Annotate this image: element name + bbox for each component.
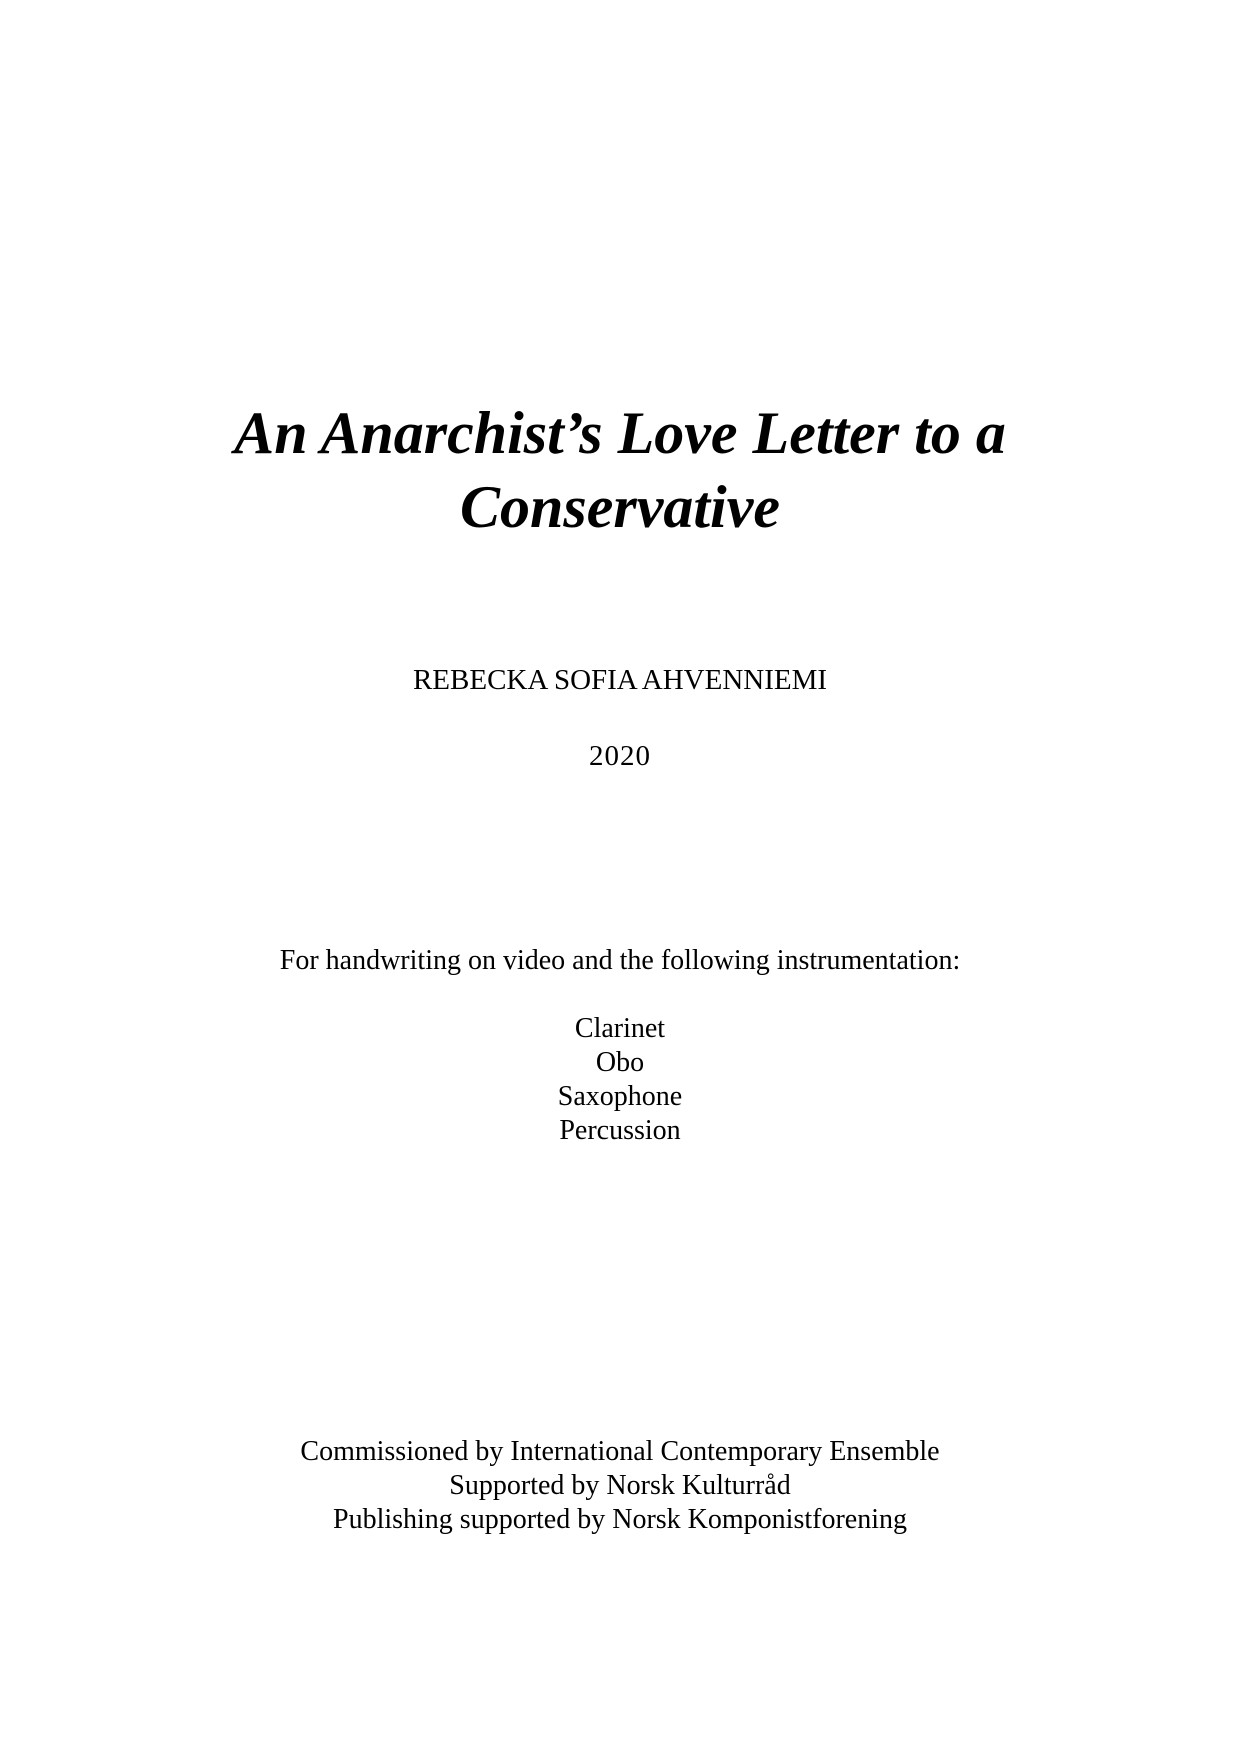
instrument-item: Clarinet bbox=[574, 1013, 666, 1044]
instrument-list bbox=[120, 1012, 1120, 1148]
page-title bbox=[120, 396, 1120, 544]
commission-credit: Commissioned by International Contemporary Ensemble bbox=[300, 1436, 940, 1467]
support-credit: Supported by Norsk Kulturråd bbox=[449, 1470, 791, 1501]
instrument-item: Obo bbox=[595, 1047, 645, 1078]
composition-year: 2020 bbox=[589, 740, 651, 772]
instrument-item: Percussion bbox=[559, 1115, 681, 1146]
publishing-credit: Publishing supported by Norsk Komponistforening bbox=[333, 1504, 907, 1535]
instrumentation-intro: For handwriting on video and the following instrumentation: bbox=[279, 945, 961, 976]
instrument-item: Saxophone bbox=[557, 1081, 683, 1112]
credits-block bbox=[120, 1435, 1120, 1537]
title-line-2: Conservative bbox=[460, 474, 780, 540]
title-line-1: An Anarchist’s Love Letter to a bbox=[234, 400, 1006, 466]
composer-name: REBECKA SOFIA AHVENNIEMI bbox=[412, 664, 828, 696]
